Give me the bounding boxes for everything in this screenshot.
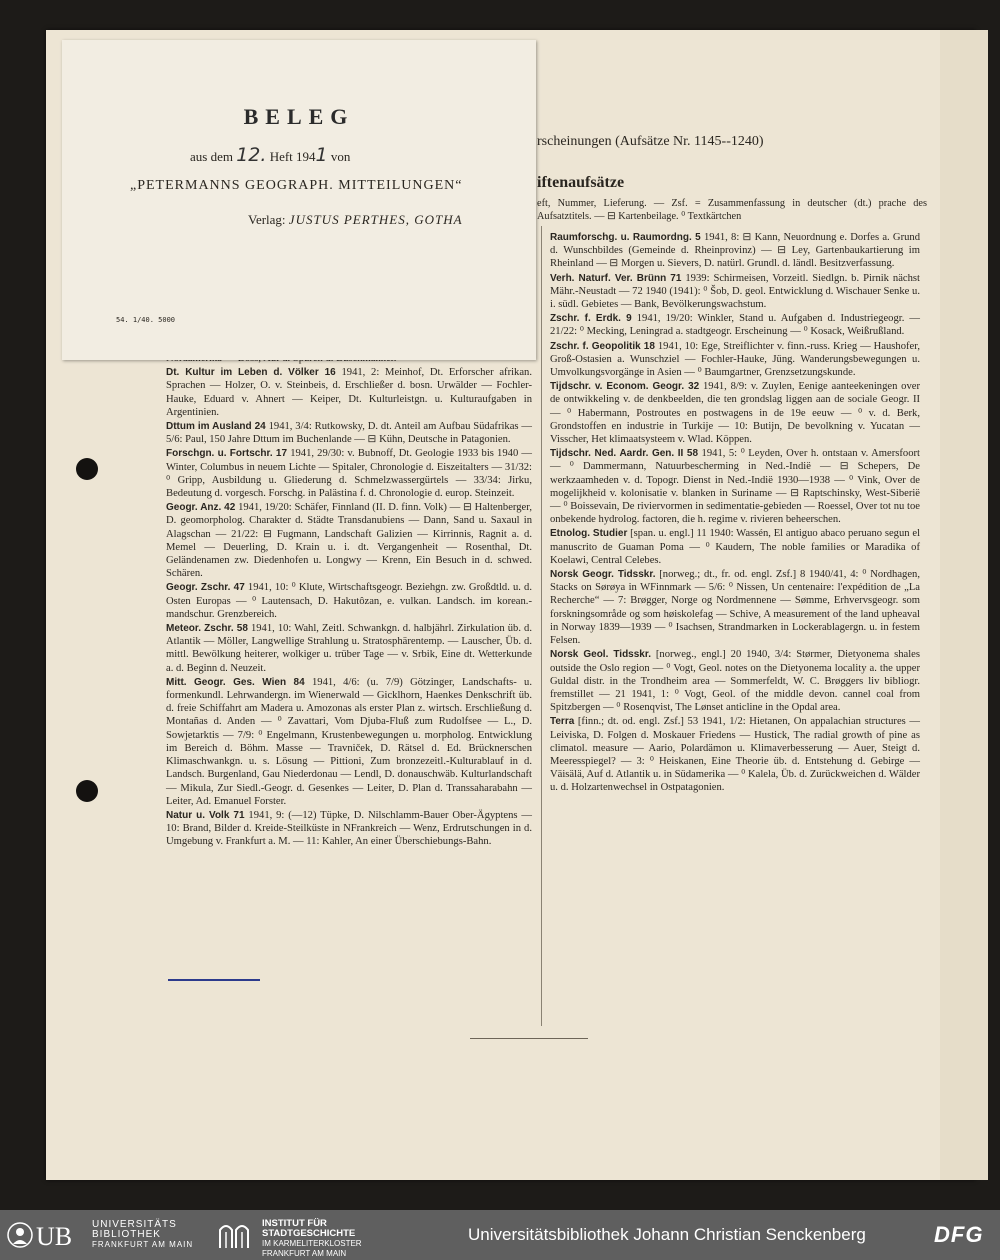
entry-text: 1941, 3/4: Rutkowsky, D. dt. Anteil am Aufbau Südafrikas — 5/6: Paul, 150 Jahre Dttum im Buchenlande — ⊟ Kühn, Deutsche in Patagonien. — [166, 421, 533, 446]
journal-name: „PETERMANNS GEOGRAPH. MITTEILUNGEN“ — [130, 178, 463, 193]
bibliography-entry — [550, 272, 920, 312]
ub-logo-icon — [6, 1220, 86, 1250]
journal-title: Mitt. Geogr. Ges. Wien 84 — [166, 676, 305, 688]
journal-title: Tijdschr. Ned. Aardr. Gen. II 58 — [550, 448, 699, 460]
pen-underline — [168, 979, 260, 981]
entry-text: 1941, 9: (—12) Tüpke, D. Nilschlamm-Bauer Ober-Ägyptens — 10: Brand, Bilder d. Kreide-Steilküste in NFrankreich — Wenz, Erdrutschungen in d. Umgebung v. Frankfurt a. M. — 11: Kahler, An einer Überschiebungs-Bahn. — [166, 809, 532, 848]
heft-label: Heft 194 — [269, 149, 316, 164]
journal-title: Forschgn. u. Fortschr. 17 — [166, 448, 288, 460]
journal-title: Etnolog. Studier — [550, 528, 628, 540]
inst-line: INSTITUT FÜR — [262, 1218, 327, 1229]
ub-line: FRANKFURT AM MAIN — [92, 1240, 194, 1249]
entry-text: [span. u. engl.] 11 1940: Wassén, El antiguo abaco peruano segun el manuscrito de Guaman Poma — ⁰ Kaudern, The noble families or Maradika of Koelawi, Central Celebes. — [550, 528, 921, 566]
entry-text: 1941, 4/6: (u. 7/9) Götzinger, Landschafts- u. formenkundl. Lehrwandergn. im Wienerwald — Gicklhorn, Haenkes Denkschrift üb. d. freie Schiffahrt am Madera u. Amozonas als erster Plan z. wirtsch. Erschließung d. Montañas d. Anden — ⁰ Zavattari, Vom Djuba-Fluß zum Rudolfsee — L., D. Sowjetarktis — 7/9: ⁰ Engelmann, Krustenbewegungen u. morpholog. Entwicklung im Bereich d. Böhm. Masse — Travniček, D. Rätsel d. Ed. Brücknerschen Klimaschwankgn. u. s. Lösung — Pittioni, Zum bronzezeitl.-Kulturablauf in d. Landsch. Burgenland, Gau Niederdonau — Lendl, D. donauschwäb. Kulturlandschaft — Mikula, Zur Siedl.-Geogr. d. Gesenkes — Leiter, D. Plan d. Transsaharabahn — Leiter, Ad. Emanuel Forster. — [166, 676, 532, 807]
bibliography-entry — [550, 380, 920, 446]
end-rule — [470, 1038, 588, 1039]
ub-name — [92, 1220, 193, 1250]
bibliography-entry — [166, 420, 532, 446]
entry-text: 1941, 8/9: v. Zuylen, Eenige aanteekeningen over de ontwikkeling v. de denkbeelden, die ten grondslag liggen aan de sociale Geogr. II — ⁰ Habermann, Postroutes en postwagens in de 19e eeuw — ⁰ v. d. Berk, Grondstoffen en industrie in Turkije — 10: Butijn, De bevolkning v. Yucatan — Visscher, Het klimaatsysteem v. Wlad. Köppen. — [550, 381, 920, 446]
inst-line: FRANKFURT AM MAIN — [262, 1249, 347, 1258]
page-heading: rscheinungen (Aufsätze Nr. 1145--1240) — [537, 134, 764, 149]
right-column — [550, 231, 920, 796]
journal-title: Meteor. Zschr. 58 — [166, 623, 248, 635]
footer-bar — [0, 1210, 1000, 1260]
journal-title: Geogr. Anz. 42 — [166, 502, 236, 514]
institute-logo-icon — [216, 1220, 256, 1250]
ub-line: BIBLIOTHEK — [92, 1229, 161, 1240]
publisher-name: JUSTUS PERTHES, GOTHA — [288, 212, 463, 227]
entry-text: 1941, 29/30: v. Bubnoff, Dt. Geologie 1933 bis 1940 — Winter, Columbus in neuem Lichte — Spitaler, Chronologie d. Eiszeitalters — 31/32: ⁰ Gripp, Ausbildung u. Gliederung d. Schmelzwassergürtels — 33/34: Jirku, Bedeutung d. vorgesch. Forschg. in Palästina f. d. Chronologie d. europ. Steinzeit. — [166, 448, 532, 500]
ub-line: UNIVERSITÄTS — [92, 1219, 177, 1230]
entry-text: 1939: Schirmeisen, Vorzeitl. Siedlgn. b. Pirnik nächst Mähr.-Neustadt — 72 1940 (1941): ⁰ Šob, D. geol. Entwicklung d. Wischauer Senke u. i. südl. Gebietes — Bank, Bevölkerungswachstum. — [550, 272, 920, 311]
institute-name — [262, 1219, 362, 1259]
bibliography-entry — [550, 312, 920, 338]
journal-title: Dt. Kultur im Leben d. Völker 16 — [166, 367, 336, 379]
entry-text: [norweg.; dt., fr. od. engl. Zsf.] 8 1940/41, 4: ⁰ Nordhagen, Stacks on Sørøya in WFinnmark — 5/6: ⁰ Nissen, Un centenaire: l'expédition de „La Recherche“ — 7: Brøgger, Norge og Nordmennene — Sømme, Erhvervsgeogr. som forskningsområde og som høiskolefag — Schive, A measurement of the land upheaval in Norway 1839—1939 — ⁰ Isachsen, Strandmarken in Lockerablagergn. u. in festem Felsen. — [550, 569, 920, 647]
punch-hole — [76, 780, 98, 802]
entry-text: [norweg., engl.] 20 1940, 3/4: Størmer, Dietyonema shales outside the Oslo region — ⁰ Vogt, Geol. notes on the Dietyonema locality a. the upper Guldal distr. in the Trondheim area — Sommerfeldt, W. C. Brøggers liv bibliogr. fremstillet — 21 1941, 1: ⁰ Vogt, Geol. of the middle devon. cannel coal from Spitzbergen — ⁰ Rosenqvist, The Lønset anticline in the Opdal area. — [550, 649, 920, 714]
journal-title: Dttum im Ausland 24 — [166, 421, 266, 433]
page-edge — [940, 30, 988, 1180]
journal-title: Norsk Geogr. Tidsskr. — [550, 569, 656, 581]
punch-hole — [76, 458, 98, 480]
entry-text: 1941, 19/20: Winkler, Stand u. Aufgaben d. Industriegeogr. — 21/22: ⁰ Mecking, Leningrad a. stadtgeogr. Erscheinung — ⁰ Kosack, Weißrußland. — [550, 313, 920, 338]
entry-text: [finn.; dt. od. engl. Zsf.] 53 1941, 1/2: Hietanen, On appalachian structures — Leiviska, D. Folgen d. Moskauer Friedens — Hustick, The radial growth of pine as climatol. measure — Aario, Polardämon u. Klimaverbesserung — Auer, Steigt d. Meeresspiegel? — 3: ⁰ Heiskanen, Eine Theorie üb. d. Entstehung d. Gebirge — Väisälä, Auf d. Atlantik u. in Südamerika — ⁰ Kalela, Üb. d. Zurückweichen d. Wälder u. d. Holzartenwechsel in Ostpatagonien. — [550, 716, 920, 794]
journal-title: Tijdschr. v. Econom. Geogr. 32 — [550, 381, 700, 393]
bibliography-entry — [550, 231, 920, 271]
entry-text: 1941, 10: ⁰ Klute, Wirtschaftsgeogr. Beziehgn. zw. Großdtld. u. d. Osten Europas — ⁰ Lautensach, D. Hakutôzan, e. vulkan. Landsch. im korean.-mandschur. Grenzbereich. — [166, 582, 532, 620]
bibliography-entry — [550, 447, 920, 526]
bibliography-entry — [550, 648, 920, 714]
verlag-label: Verlag: — [248, 212, 286, 227]
von-label: von — [330, 149, 351, 164]
bibliography-entry — [166, 622, 532, 675]
journal-title: Terra — [550, 716, 575, 728]
entry-text: 1941, 10: Ege, Streiflichter v. finn.-russ. Krieg — Haushofer, Groß-Ostasien a. Wunschziel — Fochler-Hauke, Jüng. Wanderungsbewegungen u. Umvolkungsvorgänge in Asien — ⁰ Baumgartner, Grenzsetzungskunde. — [550, 340, 920, 379]
journal-title: Raumforschg. u. Raumordng. 5 — [550, 232, 701, 243]
journal-title: Geogr. Zschr. 47 — [166, 582, 245, 594]
aus-dem-label: aus dem — [190, 149, 233, 164]
inst-line: IM KARMELITERKLOSTER — [262, 1239, 362, 1248]
bibliography-entry — [166, 447, 532, 500]
bibliography-entry — [166, 809, 532, 849]
journal-title: Verh. Naturf. Ver. Brünn 71 — [550, 272, 682, 284]
bibliography-entry — [166, 676, 532, 808]
journal-title: Zschr. f. Erdk. 9 — [550, 313, 632, 325]
entry-text: 1941, 8: ⊟ Kann, Neuordnung e. Dorfes a. Grund d. Wunschbildes (Gemeinde d. Rheinprovinz) — ⊟ Ley, Gartenbaukartierung im Rheinland — ⊟ Morgen u. Sievers, D. natürl. Grundl. d. ländl. Besitzverfassung. — [550, 232, 920, 270]
journal-title: Norsk Geol. Tidsskr. — [550, 649, 651, 661]
left-column — [166, 352, 532, 850]
journal-title: Zschr. f. Geopolitik 18 — [550, 340, 655, 352]
print-code: 54. 1/40. 5000 — [116, 316, 176, 324]
inst-line: STADTGESCHICHTE — [262, 1228, 356, 1239]
entry-text: 1941, 2: Meinhof, Dt. Erforscher afrikan. Sprachen — Holzer, O. v. Steinbeis, d. Erschließer d. bosn. Urwälder — Fochler-Hauke, Eduard v. Ahnert — Keiper, Dt. Kulturleistgn. u. Kulturaufgaben in Argentinien. — [166, 367, 532, 418]
abbreviation-legend: eft, Nummer, Lieferung. — Zsf. = Zusammenfassung in deutscher (dt.) prache des Aufsatztitels. — ⊟ Kartenbeilage. ⁰ Textkärtchen — [537, 198, 927, 222]
bibliography-entry — [550, 568, 920, 647]
beleg-issue-line — [190, 144, 350, 166]
column-divider — [541, 226, 542, 1026]
beleg-title: BELEG — [243, 104, 355, 129]
entry-text: 1941, 5: ⁰ Leyden, Over h. ontstaan v. Amersfoort — ⁰ Dammermann, Natuurbescherming in Ned.-Indië — ⊟ Schepers, De werkzaamheden v. d. Topogr. Dienst in Ned.-Indië 1930—1938 — ⁰ Vink, Over de mogelijkheid v. kolonisatie v. blanken in Suriname — ⊟ Raptschinsky, West-Siberië — ⁰ Boissevain, De riviervormen in sedimentatie-gebieden — Roessel, Over tot nu toe onbekende hydrolog. factoren, die h. regime v. rivieren beheerschen. — [550, 448, 920, 526]
section-heading: iftenaufsätze — [537, 174, 625, 191]
entry-text: 1941, 10: Wahl, Zeitl. Schwankgn. d. halbjährl. Zirkulation üb. d. Atlantik — Möller, Langwellige Strahlung u. Stratosphärentemp. — Lauscher, Üb. d. mittl. Bewölkung heiterer, wolkiger u. trüber Tage — v. Srbik, Eine dt. Wetterkunde a. d. Beginn d. Neuzeit. — [166, 623, 532, 674]
bibliography-entry — [550, 715, 920, 794]
bibliography-entry — [550, 340, 920, 380]
handwritten-issue-number: 12. — [236, 144, 267, 166]
bibliography-entry — [550, 527, 920, 567]
publisher-line — [248, 212, 463, 228]
bibliography-entry — [166, 501, 532, 580]
bibliography-entry — [166, 366, 532, 419]
entry-text: 1941, 19/20: Schäfer, Finnland (II. D. finn. Volk) — ⊟ Haltenberger, D. geomorpholog. Charakter d. Städte Transdanubiens — Dann, Sand u. Saxaul in Alagschan — 21/22: ⊟ Fugmann, Landschaft Galizien — Kirrinnis, Ragnit a. d. Memel — Deuerling, D. Krain u. i. dt. Vergangenheit — Rosenthal, Dt. Geländenamen zw. Diedenhofen u. Longwy — Krenn, Ein Besuch in d. schwed. Schären. — [166, 502, 532, 580]
dfg-logo: DFG — [934, 1222, 984, 1247]
library-name: Universitätsbibliothek Johann Christian Senckenberg — [468, 1225, 866, 1244]
handwritten-year-digit: 1 — [315, 144, 328, 166]
bibliography-entry — [166, 581, 532, 621]
journal-title: Natur u. Volk 71 — [166, 809, 245, 821]
beleg-slip — [62, 40, 536, 360]
svg-text:UB: UB — [36, 1222, 73, 1250]
